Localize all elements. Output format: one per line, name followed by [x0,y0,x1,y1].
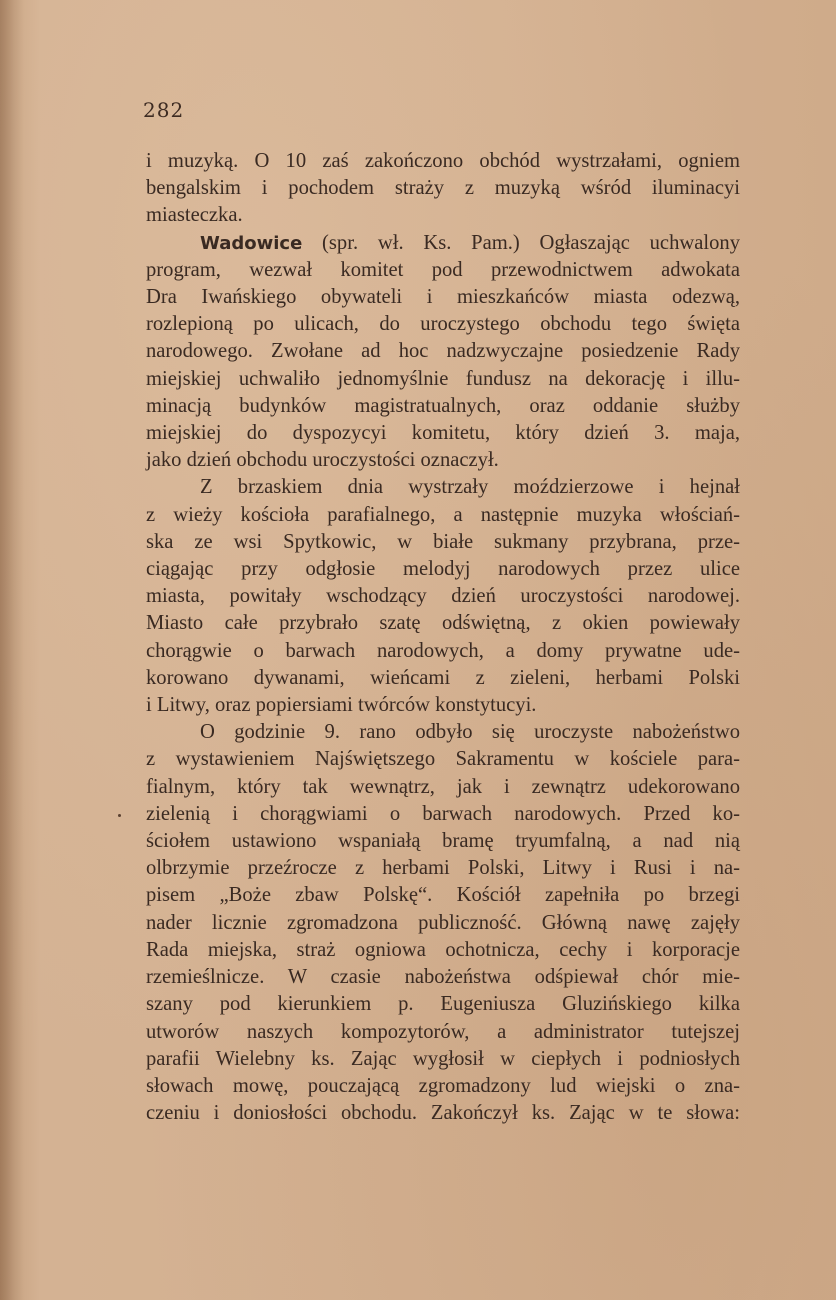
text-line [146,610,740,637]
body-text [146,148,740,1127]
line-text: miasteczka. [146,204,243,227]
text-line [146,1100,740,1127]
line-text: szany pod kierunkiem p. Eugeniusza Gluzińskiego kilka [146,993,740,1016]
text-line [146,311,740,338]
text-line [146,855,740,882]
text-line [146,338,740,365]
line-text: Rada miejska, straż ogniowa ochotnicza, cechy i korporacje [146,938,740,961]
line-text: nader licznie zgromadzona publiczność. Główną nawę zajęły [146,911,740,934]
line-text: rozlepioną po ulicach, do uroczystego obchodu tego święta [146,313,740,336]
text-line [146,746,740,773]
line-text: zielenią i chorągwiami o barwach narodowych. Przed ko- [146,802,740,825]
line-text: i muzyką. O 10 zaś zakończono obchód wystrzałami, ogniem [146,150,740,172]
text-line [146,692,740,719]
text-line [146,638,740,665]
line-text: bengalskim i pochodem straży z muzyką wśród iluminacyi [146,177,740,200]
line-text: i Litwy, oraz popiersiami twórców konstytucyi. [146,694,537,717]
line-text: z wystawieniem Najświętszego Sakramentu w kościele para- [146,748,740,771]
text-line [146,202,740,229]
text-line [146,1046,740,1073]
text-line [146,910,740,937]
line-text: miasta, powitały wschodzący dzień uroczystości narodowej. [146,585,740,608]
text-line [146,719,740,746]
page-binding-edge [0,0,24,1300]
line-text: Dra Iwańskiego obywateli i mieszkańców miasta odezwą, [146,286,740,309]
line-text: utworów naszych kompozytorów, a administrator tutejszej [146,1020,740,1043]
line-text: ciągając przy odgłosie melodyj narodowych przez ulice [146,558,740,581]
line-text: parafii Wielebny ks. Zając wygłosił w ciepłych i podniosłych [146,1047,740,1070]
line-text: korowano dywanami, wieńcami z zieleni, herbami Polski [146,666,740,689]
text-line [146,991,740,1018]
text-line [146,474,740,501]
line-text: czeniu i doniosłości obchodu. Zakończył ks. Zając w te słowa: [146,1102,740,1125]
line-text: Miasto całe przybrało szatę odświętną, z okien powiewały [146,612,740,635]
line-text: ściołem ustawiono wspaniałą bramę tryumfalną, a nad nią [146,830,740,853]
text-line [146,556,740,583]
text-line [146,1019,740,1046]
text-line [146,665,740,692]
text-line [146,447,740,474]
text-line [146,420,740,447]
line-text: chorągwie o barwach narodowych, a domy prywatne ude- [146,639,740,662]
text-line [146,774,740,801]
text-line [146,964,740,991]
text-line [146,148,740,175]
line-text: miejskiej do dyspozycyi komitetu, który dzień 3. maja, [146,422,740,445]
section-heading: Wadowice [200,232,303,254]
line-text: Z brzaskiem dnia wystrzały moździerzowe i hejnał [200,476,740,499]
text-line [146,393,740,420]
line-text: O godzinie 9. rano odbyło się uroczyste nabożeństwo [200,721,740,744]
text-line [146,828,740,855]
text-line [146,284,740,311]
text-line [146,937,740,964]
text-line [146,583,740,610]
line-text: jako dzień obchodu uroczystości oznaczył. [146,449,499,472]
text-line [146,502,740,529]
text-line [146,1073,740,1100]
page-number: 282 [143,98,185,122]
text-line [146,230,740,257]
line-text: z wieży kościoła parafialnego, a następnie muzyka włościań- [146,503,740,526]
line-text: program, wezwał komitet pod przewodnictwem adwokata [146,258,740,281]
line-text: narodowego. Zwołane ad hoc nadzwyczajne posiedzenie Rady [146,340,740,363]
ink-speck [118,814,121,817]
text-line [146,801,740,828]
line-text: miejskiej uchwaliło jednomyślnie fundusz na dekorację i illu- [146,367,740,390]
text-line [146,882,740,909]
text-line [146,366,740,393]
line-text: minacją budynków magistratualnych, oraz oddanie służby [146,394,740,417]
line-text: pisem „Boże zbaw Polskę“. Kościół zapełniła po brzegi [146,884,740,907]
line-text: rzemieślnicze. W czasie nabożeństwa odśpiewał chór mie- [146,966,740,989]
line-text: słowach mowę, pouczającą zgromadzony lud wiejski o zna- [146,1074,740,1097]
line-text: ska ze wsi Spytkowic, w białe sukmany przybrana, prze- [146,530,740,553]
text-line [146,175,740,202]
line-text: olbrzymie przeźrocze z herbami Polski, Litwy i Rusi i na- [146,857,740,880]
text-line [146,257,740,284]
line-text: (spr. wł. Ks. Pam.) Ogłaszając uchwalony [302,231,740,254]
text-line [146,529,740,556]
line-text: fialnym, który tak wewnątrz, jak i zewnątrz udekorowano [146,775,740,798]
